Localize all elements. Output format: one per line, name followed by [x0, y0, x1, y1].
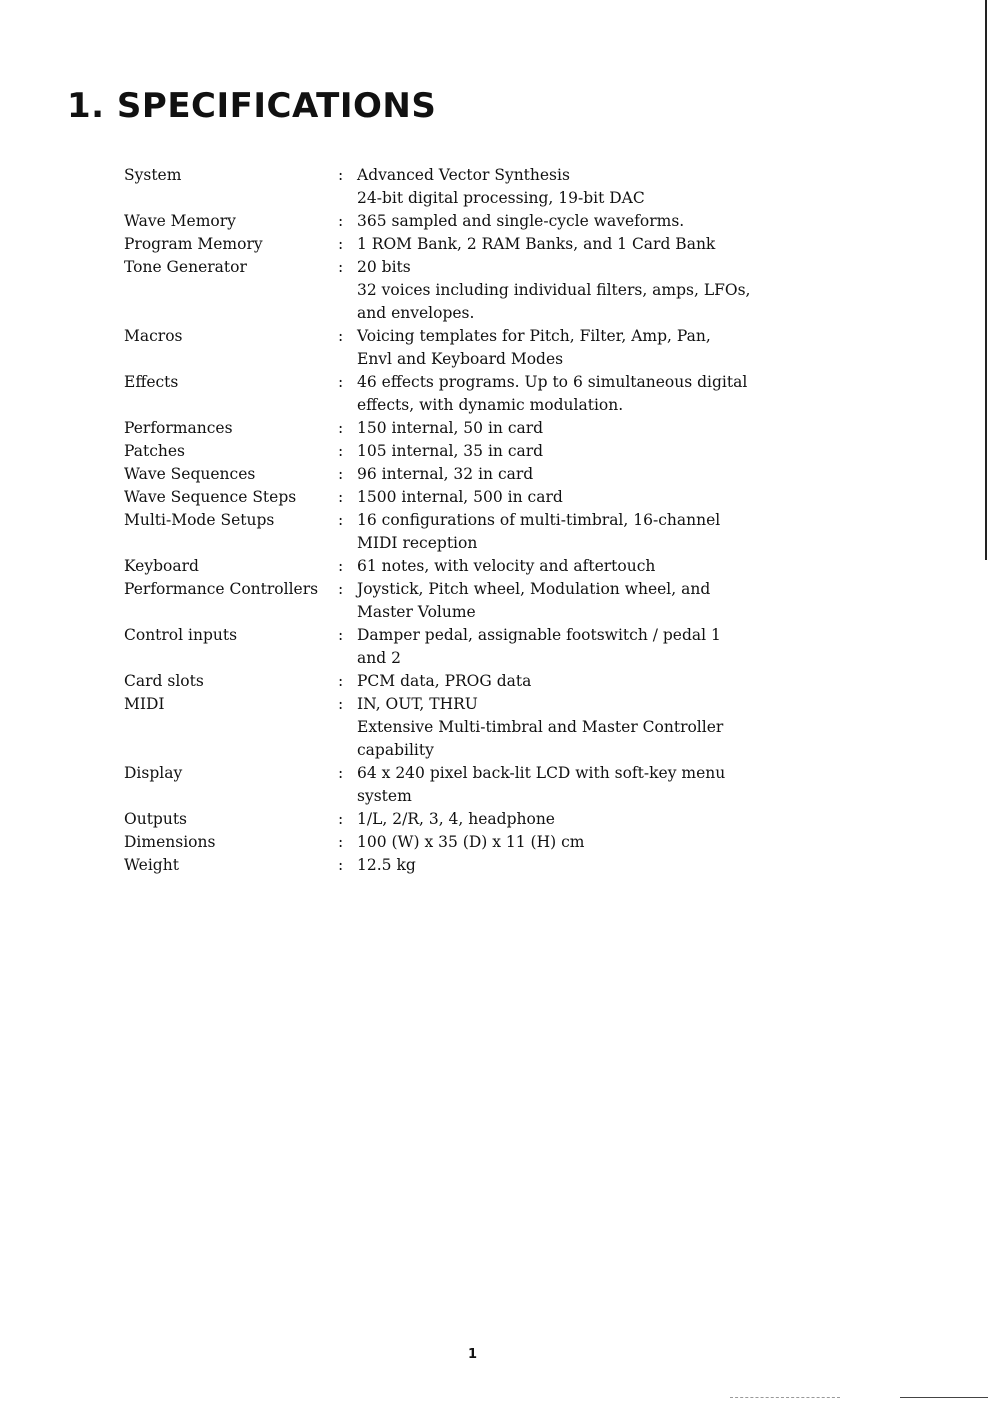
spec-colon: : — [338, 258, 344, 276]
page-number: 1 — [468, 1347, 478, 1362]
spec-colon: : — [338, 511, 344, 529]
spec-value-line: Master Volume — [357, 603, 476, 621]
spec-label: Effects — [124, 373, 179, 391]
spec-label: Performances — [124, 419, 233, 437]
spec-value-line: and envelopes. — [357, 304, 475, 322]
spec-label: System — [124, 166, 182, 184]
spec-row — [124, 808, 844, 831]
spec-row — [124, 831, 844, 854]
spec-value-line: 64 x 240 pixel back-lit LCD with soft-key menu — [357, 764, 726, 782]
spec-value-line: 150 internal, 50 in card — [357, 419, 544, 437]
spec-value — [357, 256, 844, 325]
spec-row — [124, 509, 844, 555]
spec-label: Outputs — [124, 810, 188, 828]
spec-label: Display — [124, 764, 183, 782]
spec-label: Tone Generator — [124, 258, 247, 276]
spec-colon: : — [338, 764, 344, 782]
spec-value — [357, 486, 844, 509]
spec-table — [124, 164, 844, 877]
spec-label: MIDI — [124, 695, 165, 713]
spec-colon: : — [338, 442, 344, 460]
spec-value — [357, 233, 844, 256]
spec-label: Keyboard — [124, 557, 199, 575]
spec-colon: : — [338, 212, 344, 230]
spec-row — [124, 371, 844, 417]
spec-value — [357, 210, 844, 233]
spec-value-line: 12.5 kg — [357, 856, 416, 874]
spec-value — [357, 670, 844, 693]
spec-row — [124, 417, 844, 440]
spec-value-line: 1500 internal, 500 in card — [357, 488, 563, 506]
spec-label: Program Memory — [124, 235, 263, 253]
spec-row — [124, 440, 844, 463]
spec-row — [124, 854, 844, 877]
spec-value — [357, 509, 844, 555]
spec-value — [357, 325, 844, 371]
spec-label: Wave Memory — [124, 212, 236, 230]
spec-row — [124, 164, 844, 210]
spec-value-line: Joystick, Pitch wheel, Modulation wheel, and — [357, 580, 711, 598]
spec-label: Multi-Mode Setups — [124, 511, 275, 529]
spec-value-line: system — [357, 787, 412, 805]
scan-edge-line — [985, 0, 987, 560]
spec-label: Card slots — [124, 672, 204, 690]
spec-value — [357, 831, 844, 854]
spec-label: Dimensions — [124, 833, 216, 851]
spec-value-line: 16 configurations of multi-timbral, 16-channel — [357, 511, 721, 529]
spec-value-line: 365 sampled and single-cycle waveforms. — [357, 212, 685, 230]
spec-value — [357, 463, 844, 486]
spec-value — [357, 371, 844, 417]
spec-colon: : — [338, 833, 344, 851]
spec-value-line: 32 voices including individual filters, amps, LFOs, — [357, 281, 751, 299]
spec-value-line: Advanced Vector Synthesis — [357, 166, 570, 184]
spec-colon: : — [338, 695, 344, 713]
spec-value — [357, 440, 844, 463]
spec-label: Performance Controllers — [124, 580, 319, 598]
spec-colon: : — [338, 327, 344, 345]
spec-row — [124, 762, 844, 808]
spec-colon: : — [338, 557, 344, 575]
spec-row — [124, 325, 844, 371]
spec-value — [357, 578, 844, 624]
spec-value-line: and 2 — [357, 649, 401, 667]
spec-value-line: 96 internal, 32 in card — [357, 465, 534, 483]
spec-row — [124, 233, 844, 256]
spec-value-line: 105 internal, 35 in card — [357, 442, 544, 460]
spec-label: Control inputs — [124, 626, 238, 644]
spec-value — [357, 854, 844, 877]
spec-value-line: IN, OUT, THRU — [357, 695, 478, 713]
spec-value — [357, 762, 844, 808]
spec-value-line: capability — [357, 741, 434, 759]
spec-value — [357, 624, 844, 670]
spec-value-line: MIDI reception — [357, 534, 478, 552]
spec-colon: : — [338, 465, 344, 483]
spec-value — [357, 164, 844, 210]
spec-value-line: Voicing templates for Pitch, Filter, Amp, Pan, — [357, 327, 711, 345]
spec-colon: : — [338, 672, 344, 690]
spec-row — [124, 693, 844, 762]
spec-row — [124, 463, 844, 486]
spec-label: Macros — [124, 327, 183, 345]
spec-value — [357, 417, 844, 440]
spec-value — [357, 693, 844, 762]
spec-value — [357, 808, 844, 831]
spec-colon: : — [338, 626, 344, 644]
spec-value-line: Damper pedal, assignable footswitch / pedal 1 — [357, 626, 721, 644]
spec-colon: : — [338, 856, 344, 874]
spec-value-line: 20 bits — [357, 258, 411, 276]
spec-value-line: 100 (W) x 35 (D) x 11 (H) cm — [357, 833, 585, 851]
spec-row — [124, 578, 844, 624]
spec-colon: : — [338, 419, 344, 437]
spec-value-line: 46 effects programs. Up to 6 simultaneous digital — [357, 373, 748, 391]
spec-label: Patches — [124, 442, 185, 460]
spec-row — [124, 555, 844, 578]
spec-value — [357, 555, 844, 578]
spec-label: Weight — [124, 856, 179, 874]
scan-artifact-dash — [730, 1397, 840, 1398]
spec-row — [124, 210, 844, 233]
spec-row — [124, 624, 844, 670]
spec-value-line: 1 ROM Bank, 2 RAM Banks, and 1 Card Bank — [357, 235, 716, 253]
spec-value-line: Extensive Multi-timbral and Master Controller — [357, 718, 724, 736]
spec-label: Wave Sequences — [124, 465, 256, 483]
spec-colon: : — [338, 810, 344, 828]
spec-value-line: 24-bit digital processing, 19-bit DAC — [357, 189, 645, 207]
page-title: 1. SPECIFICATIONS — [67, 86, 437, 126]
spec-value-line: Envl and Keyboard Modes — [357, 350, 564, 368]
spec-colon: : — [338, 580, 344, 598]
spec-row — [124, 670, 844, 693]
spec-row — [124, 486, 844, 509]
spec-colon: : — [338, 488, 344, 506]
spec-value-line: 1/L, 2/R, 3, 4, headphone — [357, 810, 555, 828]
spec-row — [124, 256, 844, 325]
spec-value-line: effects, with dynamic modulation. — [357, 396, 624, 414]
spec-colon: : — [338, 166, 344, 184]
spec-label: Wave Sequence Steps — [124, 488, 297, 506]
spec-value-line: PCM data, PROG data — [357, 672, 532, 690]
spec-colon: : — [338, 373, 344, 391]
spec-colon: : — [338, 235, 344, 253]
spec-value-line: 61 notes, with velocity and aftertouch — [357, 557, 656, 575]
scan-artifact-line — [900, 1397, 988, 1398]
